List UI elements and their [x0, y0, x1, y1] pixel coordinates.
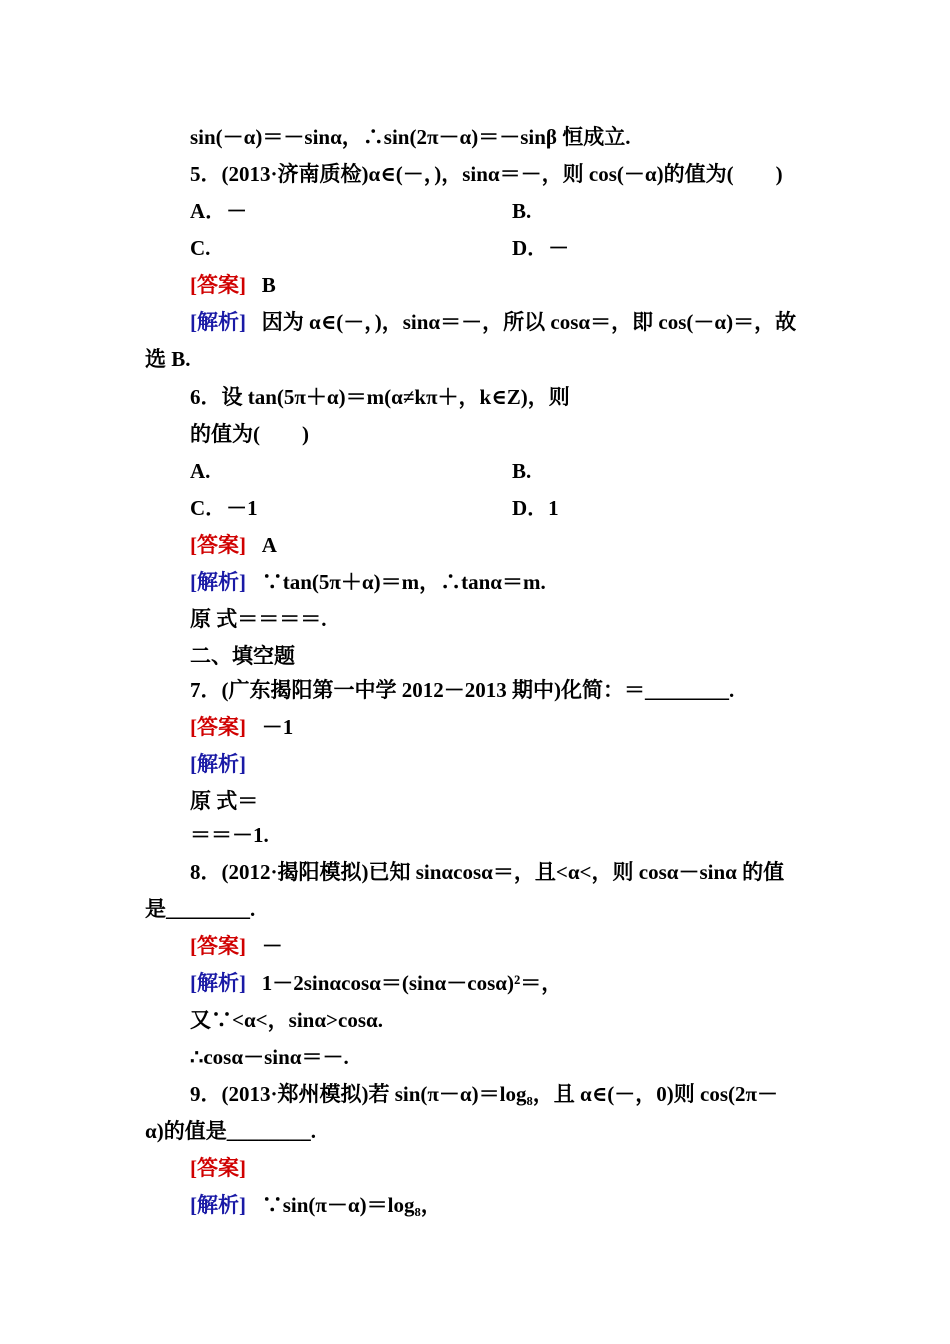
- options-row: [190, 235, 790, 261]
- answer-tag: [答案]: [190, 715, 246, 739]
- analysis-line: [190, 569, 546, 595]
- analysis-tag: [解析]: [190, 570, 246, 594]
- answer-value: －: [261, 934, 283, 958]
- analysis-text: ∵sin(π－α)＝log₈，: [261, 1193, 442, 1217]
- answer-line: [190, 272, 276, 298]
- text-line: sin(－α)＝－sinα，∴sin(2π－α)＝－sinβ 恒成立.: [190, 125, 631, 149]
- text-line: 原 式＝＝＝＝.: [190, 607, 327, 631]
- analysis-tag: [解析]: [190, 310, 246, 334]
- question-9: 9．(2013·郑州模拟)若 sin(π－α)＝log₈，且 α∈(－，0)则 cos(2π－: [190, 1082, 779, 1106]
- question-8: 8．(2012·揭阳模拟)已知 sinαcosα＝，且<α<，则 cosα－sinα 的值: [190, 860, 785, 884]
- answer-tag: [答案]: [190, 1156, 246, 1180]
- question-7: 7．(广东揭阳第一中学 2012－2013 期中)化简：＝________.: [190, 678, 735, 702]
- question-5: 5．(2013·济南质检)α∈(－，)，sinα＝－，则 cos(－α)的值为( ): [190, 162, 783, 186]
- text-line: 又∵<α<，sinα>cosα.: [190, 1008, 383, 1032]
- answer-value: －1: [261, 715, 294, 739]
- options-row: [190, 198, 790, 224]
- answer-tag: [答案]: [190, 533, 246, 557]
- text-line: ＝＝－1.: [190, 823, 269, 847]
- option-b: B.: [512, 199, 532, 223]
- analysis-line: [190, 1192, 442, 1218]
- text-line: α)的值是________.: [145, 1119, 316, 1143]
- text-line: 原 式＝: [190, 789, 259, 813]
- answer-line: [190, 933, 283, 959]
- answer-line: [190, 532, 277, 558]
- option-d: D．1: [512, 496, 559, 520]
- answer-tag: [答案]: [190, 934, 246, 958]
- answer-value: A: [261, 533, 277, 557]
- analysis-line: [190, 309, 796, 335]
- answer-line: [190, 714, 293, 740]
- options-row: [190, 458, 790, 484]
- option-c: C．－1: [190, 496, 258, 520]
- analysis-tag: [解析]: [190, 971, 246, 995]
- text-line: 是________.: [145, 897, 256, 921]
- analysis-line: [190, 970, 562, 996]
- question-6: 6．设 tan(5π＋α)＝m(α≠kπ＋，k∈Z)，则: [190, 385, 570, 409]
- option-a: A.: [190, 459, 211, 483]
- answer-value: B: [261, 273, 276, 297]
- text-line: 选 B.: [145, 347, 191, 371]
- option-c: C.: [190, 236, 211, 260]
- answer-tag: [答案]: [190, 273, 246, 297]
- text-line: ∴cosα－sinα＝－.: [190, 1045, 349, 1069]
- analysis-text: ∵tan(5π＋α)＝m，∴tanα＝m.: [261, 570, 546, 594]
- analysis-line: [190, 751, 246, 777]
- option-d: D．－: [512, 236, 570, 260]
- analysis-tag: [解析]: [190, 752, 246, 776]
- analysis-text: 因为 α∈(－，)，sinα＝－，所以 cosα＝，即 cos(－α)＝，故: [261, 310, 797, 334]
- option-a: A．－: [190, 199, 248, 223]
- answer-line: [190, 1155, 246, 1181]
- analysis-text: 1－2sinαcosα＝(sinα－cosα)²＝，: [261, 971, 563, 995]
- section-heading: 二、填空题: [190, 644, 295, 668]
- text-line: 的值为( ): [190, 422, 309, 446]
- analysis-tag: [解析]: [190, 1193, 246, 1217]
- options-row: [190, 495, 790, 521]
- option-b: B.: [512, 459, 532, 483]
